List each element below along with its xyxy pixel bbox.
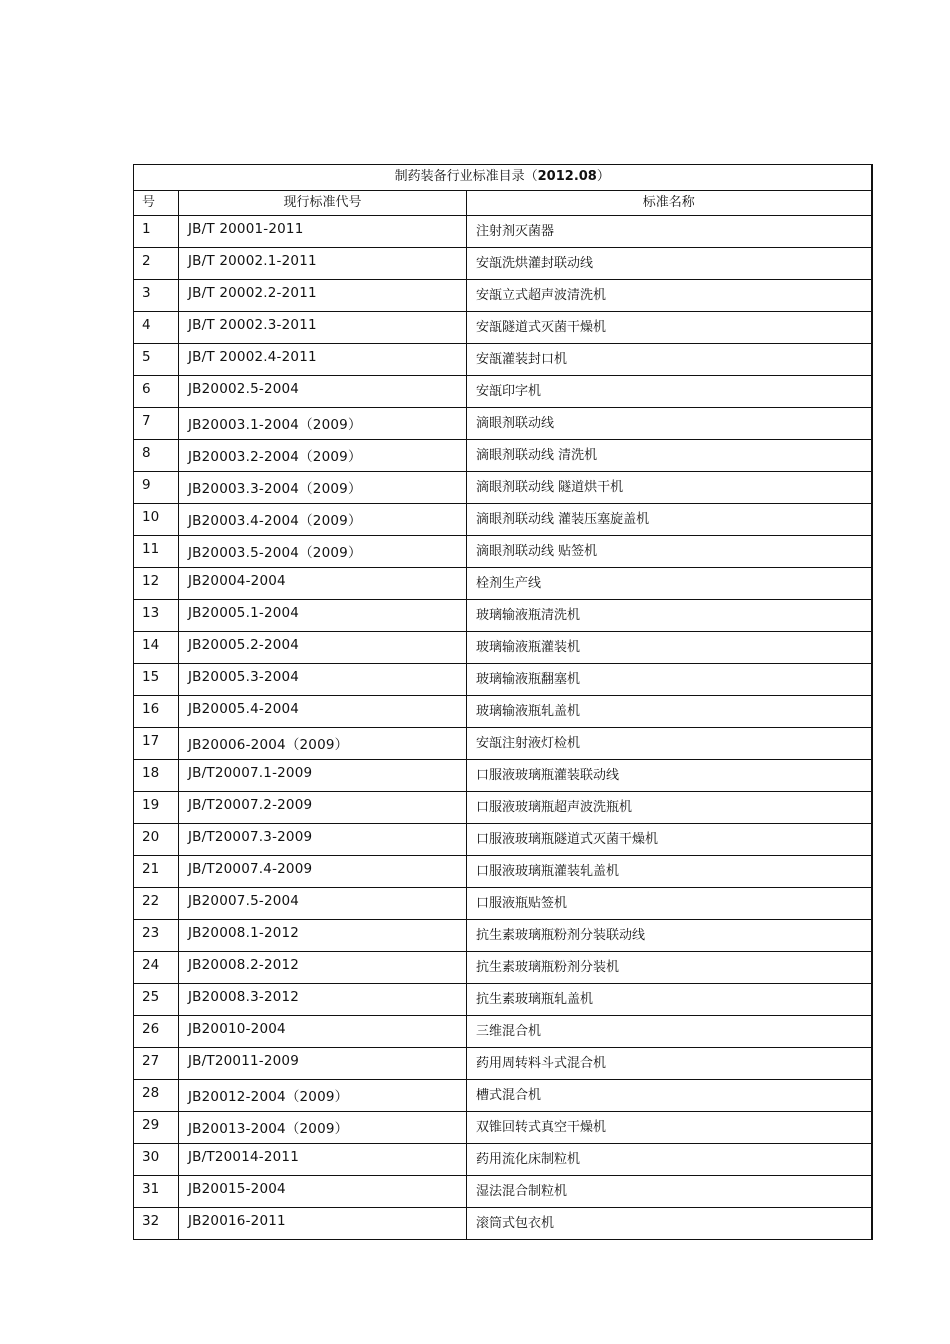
cell-code: JB20013-2004（2009）: [179, 1112, 467, 1144]
table-title-row: [134, 165, 872, 191]
table-row: [134, 312, 872, 344]
cell-name: 滴眼剂联动线 贴签机: [467, 536, 872, 568]
table-row: [134, 1208, 872, 1240]
cell-no: 28: [134, 1080, 179, 1112]
cell-code: JB20005.2-2004: [179, 632, 467, 664]
cell-no: 25: [134, 984, 179, 1016]
table-row: [134, 1016, 872, 1048]
cell-name: 口服液玻璃瓶隧道式灭菌干燥机: [467, 824, 872, 856]
cell-no: 31: [134, 1176, 179, 1208]
standards-catalog: [133, 164, 871, 1240]
table-row: [134, 600, 872, 632]
cell-no: 9: [134, 472, 179, 504]
cell-no: 21: [134, 856, 179, 888]
cell-code: JB20016-2011: [179, 1208, 467, 1240]
cell-name: 药用流化床制粒机: [467, 1144, 872, 1176]
cell-no: 14: [134, 632, 179, 664]
table-row: [134, 728, 872, 760]
cell-no: 32: [134, 1208, 179, 1240]
cell-no: 3: [134, 280, 179, 312]
cell-code: JB/T20007.3-2009: [179, 824, 467, 856]
cell-code: JB20008.2-2012: [179, 952, 467, 984]
table-row: [134, 888, 872, 920]
cell-code: JB20003.5-2004（2009）: [179, 536, 467, 568]
header-code: 现行标准代号: [179, 191, 467, 216]
table-row: [134, 408, 872, 440]
cell-code: JB20005.3-2004: [179, 664, 467, 696]
cell-no: 1: [134, 216, 179, 248]
cell-code: JB/T20007.4-2009: [179, 856, 467, 888]
cell-name: 抗生素玻璃瓶粉剂分装联动线: [467, 920, 872, 952]
table-title-text: 制药装备行业标准目录（: [394, 169, 538, 184]
cell-name: 药用周转料斗式混合机: [467, 1048, 872, 1080]
cell-name: 安瓿灌装封口机: [467, 344, 872, 376]
table-row: [134, 824, 872, 856]
cell-code: JB/T20014-2011: [179, 1144, 467, 1176]
cell-no: 17: [134, 728, 179, 760]
cell-name: 滴眼剂联动线 清洗机: [467, 440, 872, 472]
cell-no: 26: [134, 1016, 179, 1048]
standards-table: [133, 164, 873, 1240]
table-title-close: ）: [596, 169, 610, 184]
table-row: [134, 1048, 872, 1080]
cell-no: 4: [134, 312, 179, 344]
cell-no: 12: [134, 568, 179, 600]
cell-code: JB20003.3-2004（2009）: [179, 472, 467, 504]
cell-code: JB/T20007.2-2009: [179, 792, 467, 824]
cell-code: JB20005.4-2004: [179, 696, 467, 728]
cell-code: JB20015-2004: [179, 1176, 467, 1208]
cell-no: 20: [134, 824, 179, 856]
cell-code: JB/T 20002.4-2011: [179, 344, 467, 376]
table-row: [134, 760, 872, 792]
table-row: [134, 632, 872, 664]
cell-name: 栓剂生产线: [467, 568, 872, 600]
cell-name: 双锥回转式真空干燥机: [467, 1112, 872, 1144]
cell-name: 抗生素玻璃瓶轧盖机: [467, 984, 872, 1016]
cell-code: JB20005.1-2004: [179, 600, 467, 632]
cell-name: 玻璃输液瓶灌装机: [467, 632, 872, 664]
table-row: [134, 696, 872, 728]
table-row: [134, 984, 872, 1016]
cell-name: 三维混合机: [467, 1016, 872, 1048]
table-row: [134, 952, 872, 984]
cell-no: 22: [134, 888, 179, 920]
cell-name: 玻璃输液瓶轧盖机: [467, 696, 872, 728]
table-row: [134, 920, 872, 952]
table-row: [134, 472, 872, 504]
table-row: [134, 440, 872, 472]
table-row: [134, 792, 872, 824]
cell-no: 2: [134, 248, 179, 280]
table-row: [134, 856, 872, 888]
cell-name: 滚筒式包衣机: [467, 1208, 872, 1240]
table-title-date: 2012.08: [537, 169, 597, 184]
cell-code: JB/T 20002.2-2011: [179, 280, 467, 312]
cell-no: 19: [134, 792, 179, 824]
cell-no: 7: [134, 408, 179, 440]
cell-name: 安瓿洗烘灌封联动线: [467, 248, 872, 280]
cell-name: 口服液瓶贴签机: [467, 888, 872, 920]
cell-code: JB/T 20002.3-2011: [179, 312, 467, 344]
cell-code: JB/T20007.1-2009: [179, 760, 467, 792]
table-row: [134, 1144, 872, 1176]
cell-name: 滴眼剂联动线 灌装压塞旋盖机: [467, 504, 872, 536]
cell-no: 15: [134, 664, 179, 696]
cell-no: 27: [134, 1048, 179, 1080]
cell-name: 口服液玻璃瓶超声波洗瓶机: [467, 792, 872, 824]
cell-code: JB20008.1-2012: [179, 920, 467, 952]
table-row: [134, 1176, 872, 1208]
cell-code: JB20003.4-2004（2009）: [179, 504, 467, 536]
cell-name: 注射剂灭菌器: [467, 216, 872, 248]
table-row: [134, 1080, 872, 1112]
cell-code: JB20007.5-2004: [179, 888, 467, 920]
cell-name: 口服液玻璃瓶灌装轧盖机: [467, 856, 872, 888]
table-row: [134, 536, 872, 568]
cell-no: 24: [134, 952, 179, 984]
header-name: 标准名称: [467, 191, 872, 216]
cell-name: 抗生素玻璃瓶粉剂分装机: [467, 952, 872, 984]
cell-code: JB/T 20002.1-2011: [179, 248, 467, 280]
cell-code: JB20008.3-2012: [179, 984, 467, 1016]
cell-no: 16: [134, 696, 179, 728]
cell-no: 8: [134, 440, 179, 472]
cell-no: 6: [134, 376, 179, 408]
cell-no: 29: [134, 1112, 179, 1144]
header-no: 号: [134, 191, 179, 216]
table-row: [134, 216, 872, 248]
table-row: [134, 248, 872, 280]
cell-name: 安瓿隧道式灭菌干燥机: [467, 312, 872, 344]
cell-name: 安瓿立式超声波清洗机: [467, 280, 872, 312]
cell-code: JB20012-2004（2009）: [179, 1080, 467, 1112]
cell-no: 13: [134, 600, 179, 632]
table-row: [134, 344, 872, 376]
cell-code: JB/T20011-2009: [179, 1048, 467, 1080]
cell-no: 10: [134, 504, 179, 536]
cell-code: JB20004-2004: [179, 568, 467, 600]
cell-no: 23: [134, 920, 179, 952]
cell-code: JB20003.2-2004（2009）: [179, 440, 467, 472]
table-row: [134, 1112, 872, 1144]
table-row: [134, 664, 872, 696]
table-row: [134, 504, 872, 536]
table-row: [134, 280, 872, 312]
cell-name: 安瓿印字机: [467, 376, 872, 408]
cell-name: 玻璃输液瓶清洗机: [467, 600, 872, 632]
cell-name: 槽式混合机: [467, 1080, 872, 1112]
cell-code: JB/T 20001-2011: [179, 216, 467, 248]
cell-name: 口服液玻璃瓶灌装联动线: [467, 760, 872, 792]
table-row: [134, 376, 872, 408]
table-body: [134, 216, 872, 1240]
cell-name: 滴眼剂联动线 隧道烘干机: [467, 472, 872, 504]
cell-name: 安瓿注射液灯检机: [467, 728, 872, 760]
table-row: [134, 568, 872, 600]
cell-no: 5: [134, 344, 179, 376]
table-title: [134, 165, 872, 191]
cell-code: JB20010-2004: [179, 1016, 467, 1048]
cell-no: 18: [134, 760, 179, 792]
cell-name: 玻璃输液瓶翻塞机: [467, 664, 872, 696]
cell-name: 滴眼剂联动线: [467, 408, 872, 440]
cell-code: JB20003.1-2004（2009）: [179, 408, 467, 440]
cell-no: 30: [134, 1144, 179, 1176]
cell-code: JB20002.5-2004: [179, 376, 467, 408]
cell-no: 11: [134, 536, 179, 568]
cell-name: 湿法混合制粒机: [467, 1176, 872, 1208]
cell-code: JB20006-2004（2009）: [179, 728, 467, 760]
table-header-row: [134, 191, 872, 216]
